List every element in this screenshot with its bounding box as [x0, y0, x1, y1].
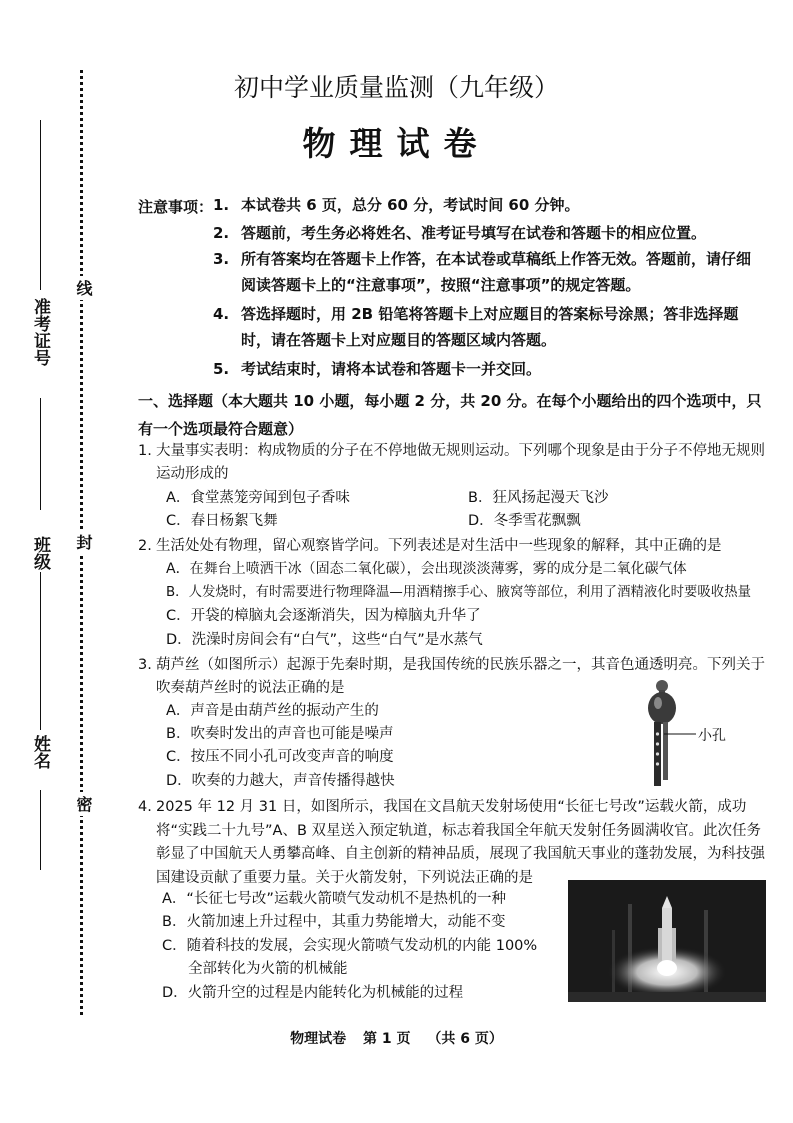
option: C．开袋的樟脑丸会逐渐消失，因为樟脑丸升华了	[166, 608, 481, 624]
question-number: 3.	[138, 657, 152, 673]
option: B．狂风扬起漫天飞沙	[468, 490, 609, 506]
question-stem: 大量事实表明：构成物质的分子在不停地做无规则运动。下列哪个现象是由于分子不停地无规则运动形成的	[156, 443, 765, 482]
question-1	[138, 440, 766, 486]
question-2	[138, 535, 766, 558]
exam-subtitle: 初中学业质量监测（九年级）	[233, 73, 559, 102]
note-number: 2.	[213, 224, 230, 242]
note-text: 答选择题时，用 2B 铅笔将答题卡上对应题目的答案标号涂黑；答非选择题时，请在答题卡上对应题目的答题区域内答题。	[241, 305, 739, 349]
name-label: 姓名	[30, 735, 50, 769]
class-underline	[40, 398, 41, 510]
question-stem: 2025 年 12 月 31 日，如图所示，我国在文昌航天发射场使用“长征七号改”运载火箭，成功将“实践二十九号”A、B 双星送入预定轨道，标志着我国全年航天发射任务圆满收官。此次任务彰显了中国航天人勇攀高峰、自主创新的精神品质，展现了我国航天事业的蓬勃发展，为科技强国建设贡献了重要力量。关于火箭发射，下列说法正确的是	[156, 799, 765, 886]
option: A．“长征七号改”运载火箭喷气发动机不是热机的一种	[162, 891, 506, 907]
option: B．吹奏时发出的声音也可能是噪声	[166, 726, 394, 742]
note-item	[213, 246, 765, 298]
note-number: 1.	[213, 196, 230, 214]
figure-label-hole: 小孔	[698, 728, 726, 744]
option: C．春日杨絮飞舞	[166, 513, 278, 529]
footer-total: （共 6 页）	[427, 1031, 503, 1047]
name-underline-lower	[40, 790, 41, 870]
option: A．食堂蒸笼旁闻到包子香味	[166, 490, 350, 506]
note-item	[213, 192, 765, 218]
option: A．在舞台上喷洒干冰（固态二氧化碳），会出现淡淡薄雾，雾的成分是二氧化碳气体	[166, 561, 687, 577]
note-number: 4.	[213, 305, 230, 323]
note-item	[213, 356, 765, 382]
note-text: 本试卷共 6 页，总分 60 分，考试时间 60 分钟。	[241, 196, 580, 214]
option: B．火箭加速上升过程中，其重力势能增大，动能不变	[162, 914, 506, 930]
question-4	[138, 796, 766, 890]
option: D．冬季雪花飘飘	[468, 513, 581, 529]
question-number: 4.	[138, 799, 152, 815]
question-number: 1.	[138, 443, 152, 459]
option: C．随着科技的发展，会实现火箭喷气发动机的内能 100%	[162, 938, 538, 954]
note-number: 5.	[213, 360, 230, 378]
exam-title: 物理试卷	[302, 124, 491, 163]
option: D．洗澡时房间会有“白气”，这些“白气”是水蒸气	[166, 632, 483, 648]
note-text: 考试结束时，请将本试卷和答题卡一并交回。	[241, 360, 542, 378]
footer-page: 第 1 页	[363, 1031, 411, 1047]
note-number: 3.	[213, 250, 230, 268]
note-item	[213, 301, 765, 353]
section-heading: 一、选择题（本大题共 10 小题，每小题 2 分，共 20 分。在每个小题给出的四个选项中，只有一个选项最符合题意）	[138, 392, 762, 438]
footer-subject: 物理试卷	[290, 1031, 347, 1047]
question-stem: 葫芦丝（如图所示）起源于先秦时期，是我国传统的民族乐器之一，其音色通透明亮。下列关于吹奏葫芦丝时的说法正确的是	[156, 657, 765, 696]
seal-feng: 封	[72, 530, 95, 554]
note-item	[213, 220, 765, 246]
option: D．火箭升空的过程是内能转化为机械能的过程	[162, 985, 464, 1001]
seal-mi: 密	[72, 792, 95, 816]
option: D．吹奏的力越大，声音传播得越快	[166, 773, 395, 789]
seal-xian: 线	[72, 276, 95, 300]
note-text: 答题前，考生务必将姓名、准考证号填写在试卷和答题卡的相应位置。	[241, 224, 707, 242]
option: B．人发烧时，有时需要进行物理降温—用酒精擦手心、腋窝等部位，利用了酒精液化时要吸收热量	[166, 585, 751, 600]
notes-heading: 注意事项：	[138, 198, 214, 216]
option: C．按压不同小孔可改变声音的响度	[166, 749, 394, 765]
note-text: 所有答案均在答题卡上作答，在本试卷或草稿纸上作答无效。答题前，请仔细阅读答题卡上的“注意事项”，按照“注意事项”的规定答题。	[241, 250, 752, 294]
name-underline	[40, 572, 41, 730]
rocket-launch-photo	[568, 880, 766, 1002]
rocket-launch-image	[568, 880, 766, 1002]
option: A．声音是由葫芦丝的振动产生的	[166, 703, 379, 719]
question-stem: 生活处处有物理，留心观察皆学问。下列表述是对生活中一些现象的解释，其中正确的是	[156, 538, 722, 554]
class-label: 班级	[30, 536, 50, 570]
option-continuation: 全部转化为火箭的机械能	[188, 961, 348, 977]
exam-id-label: 准考证号	[30, 298, 50, 366]
question-number: 2.	[138, 538, 152, 554]
page-footer	[0, 1028, 793, 1048]
